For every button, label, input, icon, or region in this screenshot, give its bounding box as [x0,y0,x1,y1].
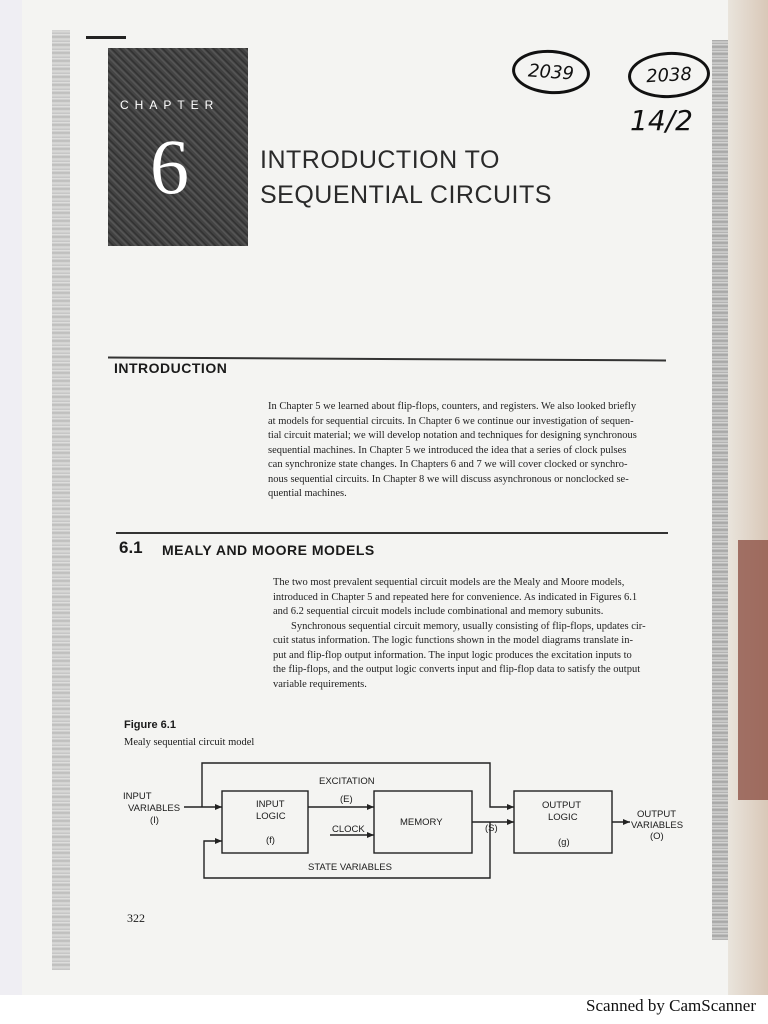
output-logic-label: OUTPUT [542,800,582,811]
excitation-label: EXCITATION [319,776,375,787]
section-title: MEALY AND MOORE MODELS [162,542,375,558]
input-vars-label: INPUT [123,791,152,802]
chapter-number: 6 [150,123,189,210]
input-logic-symbol: (f) [266,835,275,846]
output-vars-symbol: (O) [650,831,664,842]
scan-left-margin [0,0,22,995]
input-logic-label-2: LOGIC [256,811,286,822]
intro-line: can synchronize state changes. In Chapters 6 and 7 we will cover clocked or synchro- [268,459,628,470]
input-vars-label-2: VARIABLES [128,803,181,814]
section-line: variable requirements. [273,678,367,690]
arrowhead [623,819,630,825]
arrowhead [215,838,222,844]
arrowhead [215,804,222,810]
background-right [728,0,768,995]
output-logic-label-2: LOGIC [548,812,578,823]
output-logic-symbol: (g) [558,837,570,848]
section-line: Synchronous sequential circuit memory, usually consisting of flip-flops, updates cir- [291,620,646,632]
chapter-title [260,143,552,213]
clock-label: CLOCK [332,824,365,835]
intro-line: nous sequential circuits. In Chapter 8 we will discuss asynchronous or nonclocked se- [268,473,629,485]
section-line: cuit status information. The logic functions shown in the model diagrams translate in- [273,635,633,646]
section-rule [116,532,668,534]
chapter-title-line1: INTRODUCTION TO [260,146,500,174]
figure-caption: Mealy sequential circuit model [124,737,255,748]
background-dark-patch [738,540,768,800]
section-line: The two most prevalent sequential circuit models are the Mealy and Moore models, [273,577,625,588]
handwritten-circled-number-1: 2039 [511,47,592,96]
intro-line: quential machines. [268,488,347,499]
intro-line: sequential machines. In Chapter 5 we introduced the idea that a series of clock pulses [268,444,627,456]
section-line: introduced in Chapter 5 and repeated here for convenience. As indicated in Figures 6.1 [273,591,638,603]
arrowhead [507,804,514,810]
section-line: the flip-flops, and the output logic converts input and flip-flop data to satisfy the output [273,664,641,675]
output-vars-label-2: VARIABLES [631,820,684,831]
arrowhead [367,804,374,810]
section-line: and 6.2 sequential circuit models include combinational and memory subunits. [273,606,604,617]
excitation-symbol: (E) [340,794,353,805]
arrowhead [367,832,374,838]
chapter-title-line2: SEQUENTIAL CIRCUITS [260,181,552,209]
page-number: 322 [127,911,145,925]
intro-heading: INTRODUCTION [114,360,228,376]
input-vars-symbol: (I) [150,815,159,826]
intro-line: at models for sequential circuits. In Chapter 6 we continue our investigation of sequen- [268,415,634,427]
memory-label: MEMORY [400,817,443,828]
mealy-diagram [110,755,710,885]
intro-line: In Chapter 5 we learned about flip-flops, counters, and registers. We also looked briefly [268,401,637,412]
section-number: 6.1 [119,538,143,557]
intro-text [268,400,678,502]
chapter-label: CHAPTER [120,98,220,112]
page-right-edge-shadow [712,40,728,940]
handwritten-circled-number-2: 2038 [627,50,711,100]
state-variables-label: STATE VARIABLES [308,862,392,873]
handwritten-note: 14/2 [630,104,693,137]
input-logic-label: INPUT [256,799,285,810]
arrowhead [507,819,514,825]
section-line: put and flip-flop output information. The input logic produces the excitation inputs to [273,649,632,661]
scanner-watermark: Scanned by CamScanner [586,996,756,1015]
page-left-binding-shadow [52,30,70,970]
state-symbol: (S) [485,823,498,834]
section-text [273,576,683,692]
intro-line: tial circuit material; we will develop notation and techniques for designing synchronous [268,430,637,441]
output-vars-label: OUTPUT [637,809,677,820]
pen-mark [86,36,126,39]
figure-label: Figure 6.1 [124,719,176,731]
